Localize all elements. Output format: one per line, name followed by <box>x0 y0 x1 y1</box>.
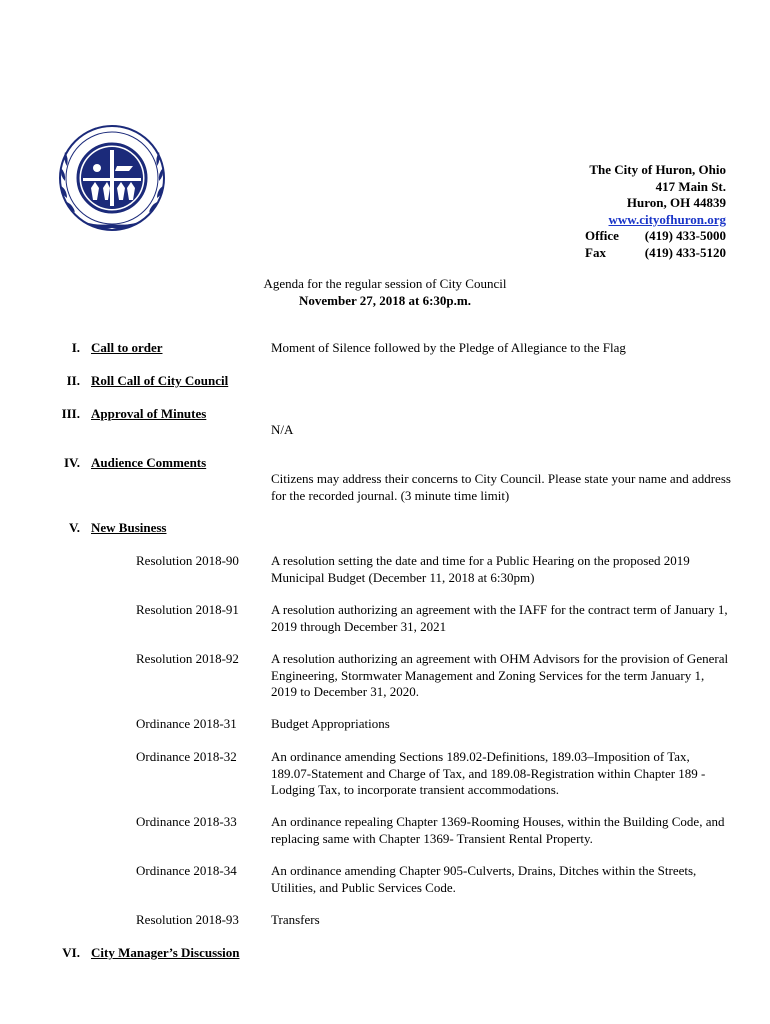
item-label: Ordinance 2018-32 <box>136 749 237 764</box>
office-label: Office <box>585 228 619 243</box>
section-number: II. <box>66 373 80 388</box>
item-label: Ordinance 2018-31 <box>136 716 237 731</box>
item-label: Ordinance 2018-33 <box>136 814 237 829</box>
section-number: III. <box>61 406 80 421</box>
item-label: Resolution 2018-92 <box>136 651 239 666</box>
section-description: N/A <box>271 422 294 437</box>
section-heading: Audience Comments <box>91 455 207 470</box>
section-description: Citizens may address their concerns to City Council. Please state your name and address for the recorded journal. (3 minute time limit) <box>271 471 731 503</box>
city-seal-logo <box>55 122 169 240</box>
item-label: Resolution 2018-93 <box>136 912 239 927</box>
section-heading: New Business <box>91 520 167 535</box>
website-link[interactable]: www.cityofhuron.org <box>608 211 726 227</box>
section-number: IV. <box>63 455 80 470</box>
item-description: An ordinance amending Chapter 905-Culverts, Drains, Ditches within the Streets, Utilities, and Public Services Code. <box>271 863 697 895</box>
street-address: 417 Main St. <box>655 178 726 194</box>
item-label: Resolution 2018-91 <box>136 602 239 617</box>
item-description: An ordinance amending Sections 189.02-Definitions, 189.03–Imposition of Tax, 189.07-Statement and Charge of Tax, and 189.08-Registration within Chapter 189 -Lodging Tax, to incorporate transient accommodations. <box>271 749 706 797</box>
section-number: V. <box>69 520 80 535</box>
section-number: VI. <box>62 945 80 960</box>
fax-phone: (419) 433-5120 <box>644 244 726 260</box>
agenda-title-line1: Agenda for the regular session of City Council <box>263 276 507 291</box>
agenda-date: November 27, 2018 at 6:30p.m. <box>299 292 471 308</box>
fax-label: Fax <box>585 244 606 260</box>
section-heading: Roll Call of City Council <box>91 373 229 388</box>
item-description: A resolution setting the date and time for a Public Hearing on the proposed 2019 Municipal Budget (December 11, 2018 at 6:30pm) <box>271 553 690 585</box>
item-description: A resolution authorizing an agreement with OHM Advisors for the provision of General Engineering, Stormwater Management and Zoning Services for the term January 1, 2019 to December 31, 2020. <box>271 651 729 699</box>
section-description: Moment of Silence followed by the Pledge of Allegiance to the Flag <box>271 340 626 355</box>
office-row <box>585 228 726 245</box>
item-description: A resolution authorizing an agreement with the IAFF for the contract term of January 1, 2019 through December 31, 2021 <box>271 602 728 634</box>
contact-block <box>585 162 726 261</box>
section-heading: Approval of Minutes <box>91 406 207 421</box>
section-heading: City Manager’s Discussion <box>91 945 240 960</box>
office-phone: (419) 433-5000 <box>644 228 726 243</box>
org-name: The City of Huron, Ohio <box>589 162 726 177</box>
item-description: An ordinance repealing Chapter 1369-Rooming Houses, within the Building Code, and replacing same with Chapter 1369- Transient Rental Property. <box>271 814 725 846</box>
item-label: Ordinance 2018-34 <box>136 863 237 878</box>
item-description: Budget Appropriations <box>271 716 390 731</box>
agenda-title <box>0 276 770 309</box>
section-heading: Call to order <box>91 340 163 355</box>
item-label: Resolution 2018-90 <box>136 553 239 568</box>
item-description: Transfers <box>271 912 320 927</box>
city-state-zip: Huron, OH 44839 <box>626 195 726 210</box>
fax-row <box>585 245 726 262</box>
section-number: I. <box>71 340 80 355</box>
